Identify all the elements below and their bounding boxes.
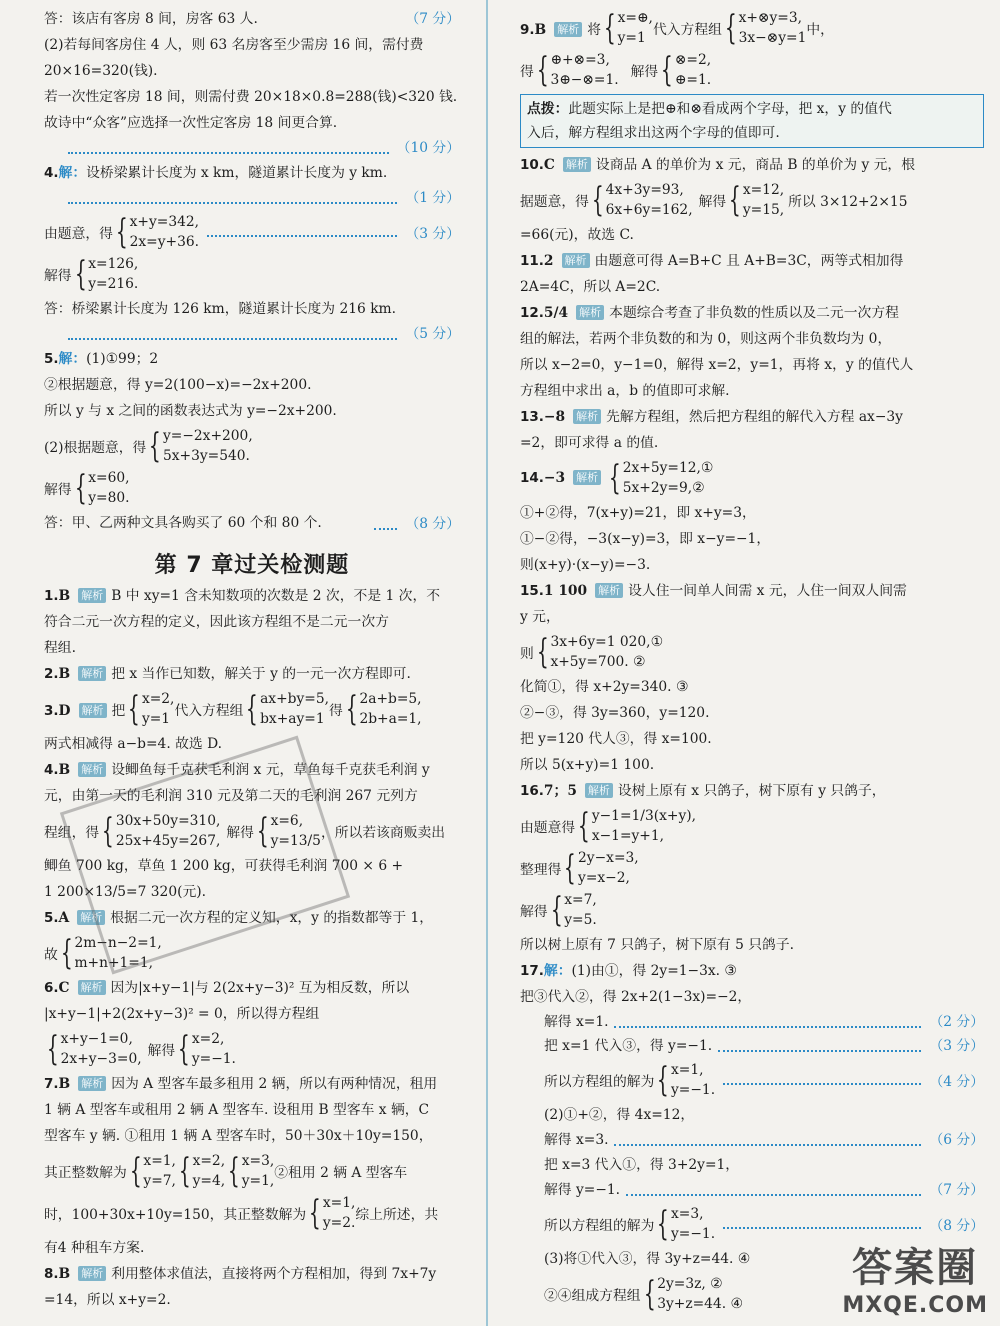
- question-17: 17.解：(1)由①，得 2y=1−3x. ③: [520, 963, 737, 979]
- column-divider: [486, 0, 488, 1326]
- analysis-tag: 解析: [78, 1266, 106, 1281]
- text-line: 则(x+y)·(x−y)=−3.: [520, 557, 651, 573]
- equation-system: 则 { 3x+6y=1 020,① x+5y=700. ②: [520, 632, 663, 672]
- solution-system: 其正整数解为 { x=1, y=7, { x=2, y=4, { x=3, y=1, ②租用 2 辆 A 型客车: [44, 1151, 408, 1191]
- text-line: (2)①+②，得 4x=12，: [544, 1107, 695, 1123]
- score-row: （8 分）: [44, 512, 460, 536]
- equation-system: (2)根据题意，得 { y=−2x+200, 5x+3y=540.: [44, 426, 253, 466]
- score-row: （5 分）: [44, 322, 460, 346]
- analysis-tag: 解析: [573, 470, 601, 485]
- text-line: ①−②得，−3(x−y)=3，即 x−y=−1，: [520, 531, 771, 547]
- question-13: 13.−8 解析 先解方程组，然后把方程组的解代入方程 ax−3y: [520, 409, 903, 425]
- answer-line: 答：甲、乙两种文具各购买了 60 个和 80 个.: [44, 515, 322, 531]
- equation-system: 整理得 { 2y−x=3, y=x−2,: [520, 848, 639, 888]
- question-4: 4.解：设桥梁累计长度为 x km，隧道累计长度为 y km.: [44, 165, 388, 181]
- text-line: 化简①，得 x+2y=340. ③: [520, 679, 689, 695]
- equation-system: ②④组成方程组 { 2y=3z, ② 3y+z=44. ④: [544, 1274, 743, 1314]
- analysis-tag: 解析: [554, 22, 582, 37]
- text-line: ①+②得，7(x+y)=21，即 x+y=3，: [520, 505, 756, 521]
- text-line: 元，由第一天的毛利润 310 元及第二天的毛利润 267 元列方: [44, 788, 418, 804]
- answer-line: 所以树上原有 7 只鸽子，树下原有 5 只鸽子.: [520, 937, 795, 953]
- text-line: 程组.: [44, 640, 76, 656]
- text-line: (2)若每间客房住 4 人，则 63 名房客至少需房 16 间，需付费: [44, 37, 424, 53]
- left-column: [0, 0, 484, 1326]
- text-line: 两式相减得 a−b=4. 故选 D.: [44, 736, 223, 752]
- analysis-tag: 解析: [595, 583, 623, 598]
- equation-system: 程组，得 { 30x+50y=310, 25x+45y=267, 解得 { x=6, y=13/5 ，所以若该商贩卖出: [44, 811, 446, 851]
- tip-box: 点拨：此题实际上是把⊕和⊗看成两个字母，把 x，y 的值代 入后，解方程组求出这两个字母的值即可.: [520, 94, 984, 148]
- right-column: [490, 0, 1000, 1326]
- equation-system: 得 { ⊕+⊗=3, 3⊕−⊗=1. 解得 { ⊗=2, ⊕=1.: [520, 50, 712, 90]
- text-line: 2A=4C，所以 A=2C.: [520, 279, 661, 295]
- score-row: 解得 y=−1. （7 分）: [544, 1182, 984, 1198]
- solution-system: 所以方程组的解为 { x=1, y=−1. （4 分）: [544, 1060, 984, 1100]
- text-line: 方程组中求出 a，b 的值即可求解.: [520, 383, 730, 399]
- score-row: 解得 x=3. （6 分）: [544, 1132, 984, 1148]
- question-9: 9.B 解析 将 { x=⊕, y=1 代入方程组 { x+⊗y=3, 3x−⊗y=1 中，: [520, 8, 834, 48]
- analysis-tag: 解析: [573, 409, 601, 424]
- text-line: =2，即可求得 a 的值.: [520, 435, 659, 451]
- question-5: 5.解：(1)①99；2: [44, 351, 159, 367]
- equation-system: 故 { 2m−n−2=1, m+n+1=1,: [44, 933, 162, 973]
- text-line: 把③代入②，得 2x+2(1−3x)=−2，: [520, 989, 752, 1005]
- question-c2: 2.B 解析 把 x 当作已知数，解关于 y 的一元一次方程即可.: [44, 666, 411, 682]
- question-15: 15.1 100 解析 设人住一间单人间需 x 元，人住一间双人间需: [520, 583, 907, 599]
- analysis-tag: 解析: [562, 253, 590, 268]
- analysis-tag: 解析: [576, 305, 604, 320]
- score-row: （10 分）: [44, 136, 460, 160]
- question-c1: 1.B 解析 B 中 xy=1 含未知数项的次数是 2 次，不是 1 次，不: [44, 588, 441, 604]
- text-line: 把 x=3 代入①，得 3+2y=1，: [544, 1157, 740, 1173]
- analysis-tag: 解析: [78, 588, 106, 603]
- solution-system: 解得 { x=126, y=216.: [44, 254, 139, 294]
- score-row: 解得 x=1. （2 分）: [544, 1014, 984, 1030]
- analysis-tag: 解析: [78, 980, 106, 995]
- text-line: ②−③，得 3y=360，y=120.: [520, 705, 710, 721]
- question-14: 14.−3 解析 { 2x+5y=12,① 5x+2y=9,②: [520, 458, 714, 498]
- question-12: 12.5/4 解析 本题综合考查了非负数的性质以及二元一次方程: [520, 305, 899, 321]
- equation-system: 由题意，得 { x+y=342, 2x=y+36. （3 分）: [44, 212, 460, 252]
- text-line: 故诗中“众客”应选择一次性定客房 18 间更合算.: [44, 115, 338, 131]
- solution-system: 所以方程组的解为 { x=3, y=−1. （8 分）: [544, 1204, 984, 1244]
- text-line: 有4 种租车方案.: [44, 1240, 145, 1256]
- text-line: (3)将①代入③，得 3y+z=44. ④: [544, 1251, 751, 1267]
- text-line: 符合二元一次方程的定义，因此该方程组不是二元一次方: [44, 614, 389, 630]
- question-16: 16.7；5 解析 设树上原有 x 只鸽子，树下原有 y 只鸽子，: [520, 783, 886, 799]
- score-label: （7 分）: [405, 11, 460, 27]
- text-line: ②根据题意，得 y=2(100−x)=−2x+200.: [44, 377, 312, 393]
- analysis-tag: 解析: [563, 157, 591, 172]
- question-c7: 7.B 解析 因为 A 型客车最多租用 2 辆，所以有两种情况，租用: [44, 1076, 438, 1092]
- score-row: 把 x=1 代入③，得 y=−1. （3 分）: [544, 1038, 984, 1054]
- text-line: 若一次性定客房 18 间，则需付费 20×18×0.8=288(钱)<320 钱.: [44, 89, 458, 105]
- text-line: 把 y=120 代人③，得 x=100.: [520, 731, 712, 747]
- watermark-logo-text: 答案圈: [852, 1245, 979, 1291]
- text-line: =66(元)，故选 C.: [520, 227, 634, 243]
- text-line: 鲫鱼 700 kg，草鱼 1 200 kg，可获得毛利润 700 × 6 +: [44, 858, 404, 874]
- text-line: 所以 x−2=0，y−1=0，解得 x=2，y=1，再将 x，y 的值代人: [520, 357, 914, 373]
- analysis-tag: 解析: [77, 910, 105, 925]
- text-line: 答：该店有客房 8 间，房客 63 人. （7 分）: [44, 6, 460, 32]
- question-c4: 4.B 解析 设鲫鱼每千克获毛利润 x 元，草鱼每千克获毛利润 y: [44, 762, 430, 778]
- question-10: 10.C 解析 设商品 A 的单价为 x 元，商品 B 的单价为 y 元，根: [520, 157, 916, 173]
- question-c5: 5.A 解析 根据二元一次方程的定义知，x，y 的指数都等于 1，: [44, 910, 434, 926]
- equation-system: 由题意得 { y−1=1/3(x+y), x−1=y+1,: [520, 806, 697, 846]
- question-c6: 6.C 解析 因为|x+y−1|与 2(2x+y−3)² 互为相反数，所以: [44, 980, 410, 996]
- text-line: 20×16=320(钱).: [44, 63, 158, 79]
- analysis-tag: 解析: [585, 783, 613, 798]
- watermark-domain: MXQE.COM: [842, 1293, 988, 1318]
- analysis-tag: 解析: [79, 703, 107, 718]
- question-c8: 8.B 解析 利用整体求值法，直接将两个方程相加，得到 7x+7y: [44, 1266, 437, 1282]
- analysis-tag: 解析: [78, 666, 106, 681]
- question-11: 11.2 解析 由题意可得 A=B+C 且 A+B=3C，两等式相加得: [520, 253, 904, 269]
- text-line: |x+y−1|+2(2x+y−3)² = 0，所以得方程组: [44, 1006, 320, 1022]
- text-line: =14，所以 x+y=2.: [44, 1292, 171, 1308]
- text-line: 1 辆 A 型客车或租用 2 辆 A 型客车. 设租用 B 型客车 x 辆，C: [44, 1102, 430, 1118]
- chapter-title: 第 7 章过关检测题: [154, 553, 350, 578]
- text-line: 组的解法，若两个非负数的和为 0，则这两个非负数均为 0，: [520, 331, 892, 347]
- solution-system: 解得 { x=60, y=80.: [44, 468, 130, 508]
- site-watermark: [842, 1236, 988, 1318]
- question-c3: 3.D 解析 把 { x=2, y=1 代入方程组 { ax+by=5, bx+ay=1 得 { 2a+b=5, 2b+a=1,: [44, 689, 422, 729]
- answer-line: 答：桥梁累计长度为 126 km，隧道累计长度为 216 km.: [44, 301, 397, 317]
- text-line: 所以 y 与 x 之间的函数表达式为 y=−2x+200.: [44, 403, 337, 419]
- equation-system: 据题意，得 { 4x+3y=93, 6x+6y=162, 解得 { x=12, y=15, 所以 3×12+2×15: [520, 180, 908, 220]
- equation-system: { x+y−1=0, 2x+y−3=0, 解得 { x=2, y=−1.: [46, 1029, 236, 1069]
- text-line: y 元，: [520, 609, 560, 625]
- solution-system: 时，100+30x+10y=150，其正整数解为 { x=1, y=2. 综上所述，共: [44, 1193, 439, 1233]
- text-line: 型客车 y 辆. ①租用 1 辆 A 型客车时，50＋30x＋10y=150，: [44, 1128, 433, 1144]
- analysis-tag: 解析: [78, 1076, 106, 1091]
- score-row: （1 分）: [44, 186, 460, 210]
- text-line: 所以 5(x+y)=1 100.: [520, 757, 655, 773]
- text-line: 1 200×13/5=7 320(元).: [44, 884, 207, 900]
- solution-system: 解得 { x=7, y=5.: [520, 890, 597, 930]
- analysis-tag: 解析: [78, 762, 106, 777]
